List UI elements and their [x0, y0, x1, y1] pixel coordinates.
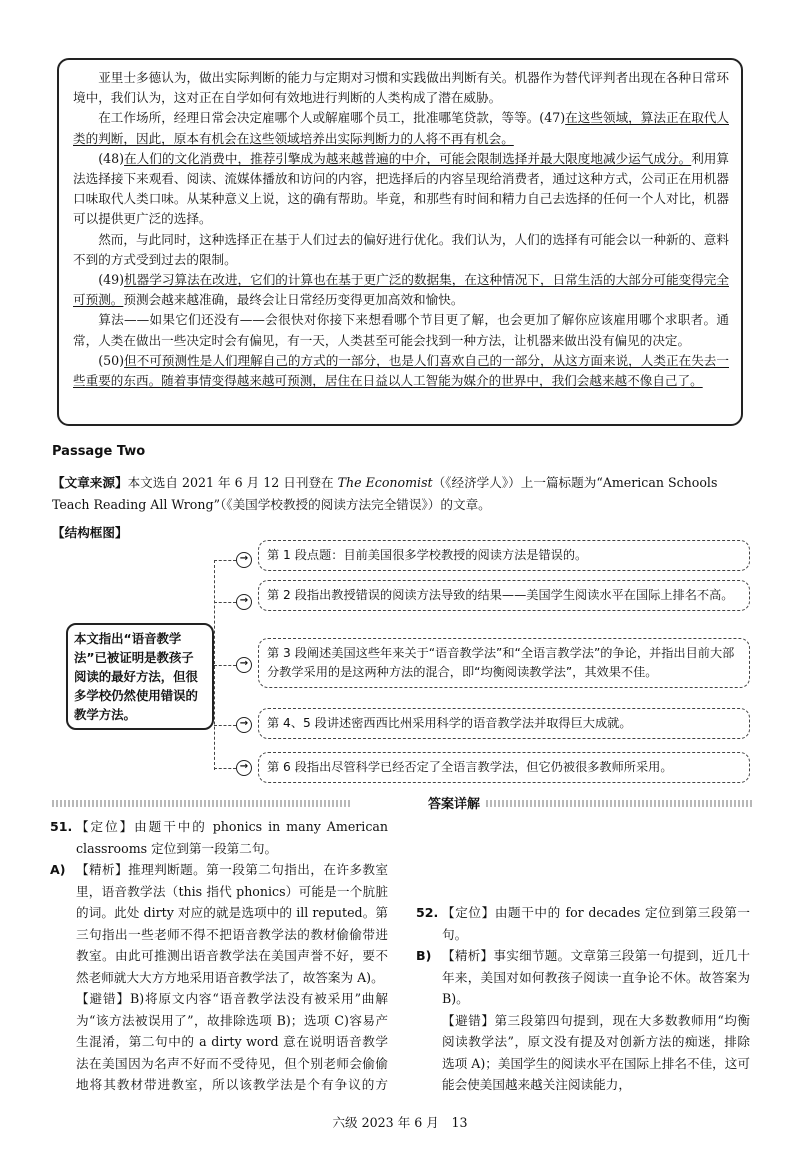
structure-frame-label: 【结构框图】 [52, 525, 128, 540]
source-text: 本文选自 2021 年 6 月 12 日刊登在 [127, 475, 338, 490]
structure-node: 第 1 段点题：目前美国很多学校教授的阅读方法是错误的。 [258, 540, 750, 571]
answer-item [416, 945, 750, 1010]
answers-title: 答案详解 [424, 793, 484, 812]
source-label: 【文章来源】 [52, 475, 128, 490]
analysis-text: 【精析】推理判断题。第一段第二句指出，在许多教室里，语音教学法（this 指代 phonics）可能是一个肮脏的词。此处 dirty 对应的就是选项中的 ill reputed。第三句指出一些老师不得不把语音教学法的教材偷偷带进教室。由此可推测出语音教学法在美国声誉不好，要不然老师就大大方方地采用语音教学法了，故答案为 A)。 [76, 862, 388, 985]
structure-node: 第 3 段阐述美国这些年来关于“语音教学法”和“全语言教学法”的争论，并指出目前大部分教学采用的是这两种方法的混合，即“均衡阅读教学法”，其效果不佳。 [258, 638, 750, 688]
passage-text: 在工作场所，经理日常会决定雇哪个人或解雇哪个员工，批准哪笔贷款，等等。(47) [98, 110, 566, 126]
locate-text: 【定位】由题干中的 for decades 定位到第三段第一句。 [442, 905, 750, 942]
passage-paragraph [73, 149, 729, 230]
passage-text: 预测会越来越准确，最终会让日常经历变得更加高效和愉快。 [123, 292, 464, 308]
answers-header-bar [52, 796, 752, 810]
passage-text: (50) [98, 352, 125, 368]
trap-text: 【避错】第三段第四句提到，现在大多数教师用“均衡阅读教学法”，原文没有提及对创新方法的痴迷，排除选项 A)；美国学生的阅读水平在国际上排名不佳，这可能会使美国越来越关注阅读能力， [442, 1012, 750, 1092]
arrow-circle-icon: → [236, 594, 252, 610]
passage-paragraph: 然而，与此同时，这种选择正在基于人们过去的偏好进行优化。我们认为，人们的选择有可能会以一种新的、意料不到的方式受到过去的限制。 [73, 231, 729, 267]
structure-node: 第 6 段指出尽管科学已经否定了全语言教学法，但它仍被很多教师所采用。 [258, 752, 750, 783]
answers-right-column [416, 816, 750, 1096]
question-number: 52. [416, 905, 439, 920]
answer-item [50, 859, 388, 988]
structure-node: 第 4、5 段讲述密西西比州采用科学的语音教学法并取得巨大成就。 [258, 708, 750, 739]
section-title: Passage Two [52, 444, 146, 459]
answer-item [416, 902, 750, 945]
trap-text: 【避错】B)将原文内容“语音教学法没有被采用”曲解为“该方法被误用了”，故排除选项 B)；选项 C)容易产生混淆，第二句中的 a dirty word 意在说明语音教学法在美国因为名声不好而不受待见，但个别老师会偷偷地将其教材带进教室，所以该教学法是个有争议的方 [76, 991, 388, 1092]
connector-branch [214, 725, 236, 726]
page-footer: 六级 2023 年 6 月 13 [332, 1115, 468, 1130]
answer-item [50, 816, 388, 859]
underlined-sentence-50: 但不可预测性是人们理解自己的方式的一部分，也是人们喜欢自己的一部分，从这方面来说，人类正在失去一些重要的东西。随着事情变得越来越可预测，居住在日益以人工智能为媒介的世界中，我们会越来越不像自己了。 [73, 352, 729, 389]
answers-left-column [50, 816, 388, 1093]
passage-paragraph: 亚里士多德认为，做出实际判断的能力与定期对习惯和实践做出判断有关。机器作为替代评判者出现在各种日常环境中，我们认为，这对正在自学如何有效地进行判断的人类构成了潜在威胁。 [73, 70, 729, 106]
underlined-sentence-48: 在人们的文化消费中，推荐引擎成为越来越普遍的中介，可能会限制选择并最大限度地减少运气成分。 [124, 150, 692, 166]
answer-letter: B) [416, 948, 432, 963]
arrow-circle-icon: → [236, 552, 252, 568]
passage-paragraph: 算法——如果它们还没有——会很快对你接下来想看哪个节目更了解，也会更加了解你应该雇用哪个求职者。通常，人类在做出一些决定时会有偏见，有一天，人类甚至可能会找到一种方法，让机器来做出没有偏见的决定。 [73, 312, 729, 348]
connector-branch [214, 768, 236, 769]
trap-text-continued [416, 816, 750, 902]
journal-name: The Economist [337, 475, 433, 490]
underlined-sentence-47: 在这些领域，算法正在取代人类的判断，因此，原本有机会在这些领域培养出实际判断力的人将不再有机会。 [73, 110, 729, 146]
passage-paragraph [73, 351, 729, 391]
analysis-text: 【精析】事实细节题。文章第三段第一句提到，近几十年来，美国对如何教孩子阅读一直争论不休。故答案为 B)。 [442, 948, 750, 1006]
connector-branch [214, 602, 236, 603]
source-text: （ [432, 475, 446, 490]
passage-text: (49) [98, 272, 125, 288]
structure-node: 第 2 段指出教授错误的阅读方法导致的结果——美国学生阅读水平在国际上排名不高。 [258, 580, 750, 611]
passage-text: (48) [98, 150, 125, 166]
underlined-sentence-49: 机器学习算法在改进，它们的计算也在基于更广泛的数据集，在这种情况下，日常生活的大部分可能变得完全可预测。 [73, 272, 729, 308]
arrow-circle-icon: → [236, 760, 252, 776]
source-text: 《经济学人》）上一篇标题为“American Schools Teach Reading All Wrong”（《美国学校教授的阅读方法完全错误》）的文章。 [52, 475, 718, 512]
connector-branch [214, 665, 236, 666]
locate-text: 【定位】由题干中的 phonics in many American classrooms 定位到第一段第二句。 [76, 819, 388, 856]
passage-paragraph [73, 270, 729, 310]
decorative-stripe [52, 800, 350, 807]
passage-text: 利用算法选择接下来观看、阅读、流媒体播放和访问的内容，把选择后的内容呈现给消费者，通过这种方式，公司正在用机器口味取代人类口味。从某种意义上说，这的确有帮助。毕竟，和那些有时间和精力自己去选择的任何一个人对比，机器可以提供更广泛的选择。 [73, 150, 730, 227]
summary-box: 本文指出“语音教学法”已被证明是教孩子阅读的最好方法，但很多学校仍然使用错误的教学方法。 [66, 623, 214, 730]
translation-box [57, 58, 743, 426]
answer-letter: A) [50, 862, 66, 877]
article-source [52, 472, 752, 516]
decorative-stripe [454, 800, 752, 807]
arrow-circle-icon: → [236, 717, 252, 733]
connector-branch [214, 560, 236, 561]
arrow-circle-icon: → [236, 657, 252, 673]
passage-paragraph [73, 108, 729, 148]
question-number: 51. [50, 819, 73, 834]
